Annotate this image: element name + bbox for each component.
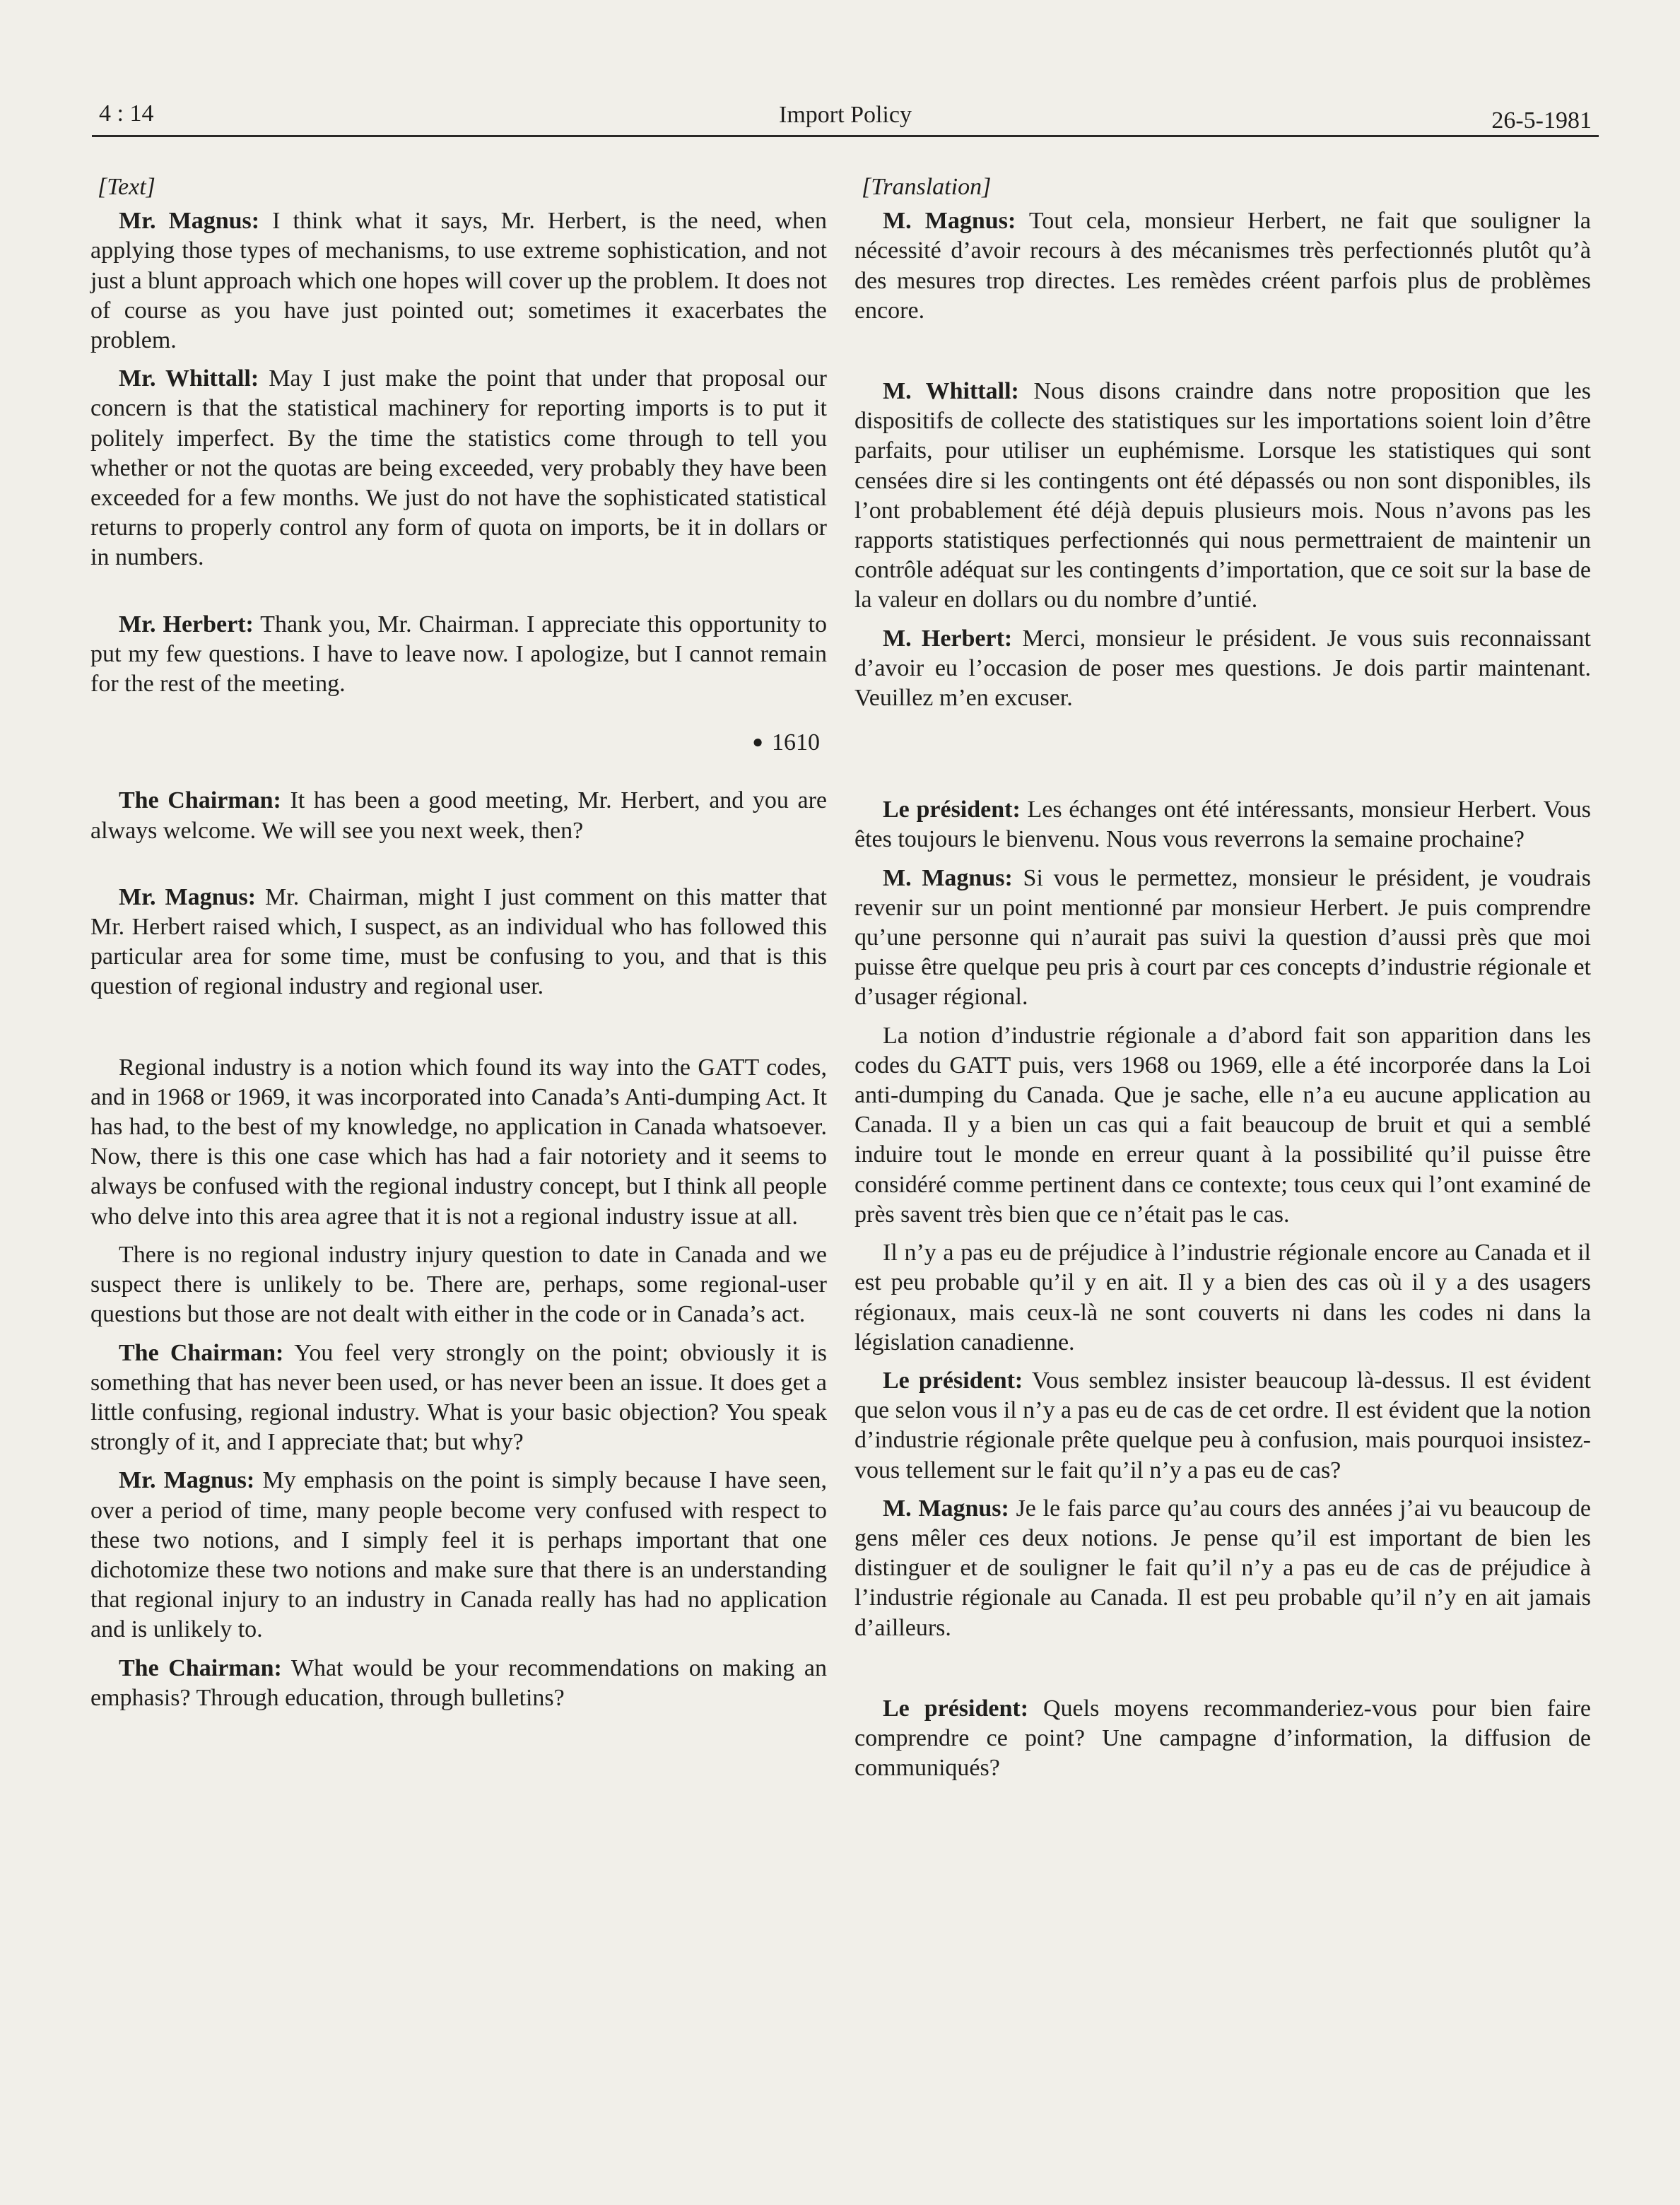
speaker-name: The Chairman: <box>119 787 281 814</box>
speaker-name: The Chairman: <box>119 1654 282 1681</box>
speaker-name: M. Whittall: <box>883 378 1019 405</box>
paragraph-text: Les échanges ont été intéressants, monsieur Herbert. Vous êtes toujours le bienvenu. Nous vous reverrons la semaine prochaine? <box>854 796 1592 853</box>
paragraph <box>854 377 1591 616</box>
speaker-name: M. Magnus: <box>883 208 1016 235</box>
paragraph <box>90 1466 827 1645</box>
section-tag-label: Translation <box>871 174 982 200</box>
paragraph <box>90 1240 827 1330</box>
section-tag-translation: [Translation] <box>862 174 992 200</box>
paragraph-text: Nous disons craindre dans notre proposition que les dispositifs de collecte des statistiques sur les importations soient loin d’être parfaits, pour utiliser un euphémisme. Lorsque les statistiques qui sont censées dire si les contingents ont été dépassés ou non sont disponibles, ils l’ont probablement été déjà depuis plusieurs mois. Nous n’avons pas les rapports statistiques perfectionnés qui nous permettraient de maintenir un contrôle adéquat sur les contingents d’importation, que ce soit sur la base de la valeur en dollars ou du nombre d’untié. <box>854 378 1591 613</box>
paragraph-text: Mr. Chairman, might I just comment on this matter that Mr. Herbert raised which, I suspect, as an individual who has followed this particular area for some time, must be confusing to you, and that is this question of regional industry and regional user. <box>90 883 827 1000</box>
speaker-name: Mr. Magnus: <box>119 883 257 910</box>
bullet-icon: ● <box>752 731 763 753</box>
speaker-name: M. Herbert: <box>883 625 1013 652</box>
paragraph-text: My emphasis on the point is simply because I have seen, over a period of time, many people become very confused with respect to these two notions, and I simply feel it is perhaps important that one dichotomize these two notions and make sure that there is an understanding that regional injury to an industry in Canada really has had no application and is unlikely to. <box>90 1467 827 1643</box>
paragraph <box>854 1021 1591 1230</box>
paragraph <box>90 610 827 700</box>
speaker-name: Mr. Herbert: <box>119 611 254 637</box>
paragraph <box>854 1238 1591 1358</box>
paragraph <box>854 795 1591 854</box>
paragraph-text: Tout cela, monsieur Herbert, ne fait que souligner la nécessité d’avoir recours à des mécanismes très perfectionnés plutôt qu’à des mesures trop directes. Les remèdes créent parfois plus de problèmes encore. <box>854 208 1591 324</box>
speaker-name: Mr. Magnus: <box>119 208 260 235</box>
page-header <box>92 98 1599 139</box>
speaker-name: Le président: <box>883 796 1021 823</box>
paragraph <box>854 1366 1591 1486</box>
paragraph-text: Regional industry is a notion which found its way into the GATT codes, and in 1968 or 1969, it was incorporated into Canada’s Anti-dumping Act. It has had, to the best of my knowledge, no application in Canada whatsoever. Now, there is this one case which has had a fair notoriety and it seems to always be confused with the regional industry concept, but I think all people who delve into this area agree that it is not a regional industry issue at all. <box>90 1054 827 1230</box>
paragraph-text: You feel very strongly on the point; obviously it is something that has never been used, or has never been an issue. It does get a little confusing, regional industry. What is your basic objection? You speak strongly of it, and I appreciate that; but why? <box>90 1339 827 1456</box>
paragraph-text: It has been a good meeting, Mr. Herbert, and you are always welcome. We will see you next week, then? <box>90 787 828 844</box>
paragraph-text: Il n’y a pas eu de préjudice à l’industrie régionale encore au Canada et il est peu probable qu’il y en ait. Il y a bien des cas où il y a des usagers régionaux, mais ceux-là ne sont couverts ni dans les codes ni dans la législation canadienne. <box>854 1240 1591 1356</box>
paragraph <box>854 1494 1591 1643</box>
page-title: Import Policy <box>779 102 912 128</box>
paragraph-text: May I just make the point that under that proposal our concern is that the statistical machinery for reporting imports is to put it politely imperfect. By the time the statistics come through to tell you whether or not the quotas are being exceeded, very probably they have been exceeded for a few months. We just do not have the sophisticated statistical returns to properly control any form of quota on imports, be it in dollars or in numbers. <box>90 365 827 571</box>
paragraph-text: There is no regional industry injury question to date in Canada and we suspect there is unlikely to be. There are, perhaps, some regional-user questions but those are not dealt with either in the code or in Canada’s act. <box>90 1241 827 1328</box>
paragraph-text: Si vous le permettez, monsieur le président, je voudrais revenir sur un point mentionné par monsieur Herbert. Je puis comprendre qu’une personne qui n’aurait pas suivi la question d’aussi près que moi puisse être quelque peu pris à court par ces concepts d’industrie régionale et d’usager régional. <box>854 864 1591 1011</box>
speaker-name: The Chairman: <box>119 1339 284 1366</box>
french-column <box>854 172 1591 1783</box>
section-tag-label: Text <box>107 174 146 200</box>
header-rule <box>92 135 1599 137</box>
speaker-name: Le président: <box>883 1367 1023 1394</box>
paragraph <box>90 883 827 1002</box>
paragraph <box>90 364 827 572</box>
time-marker <box>90 727 820 758</box>
paragraph <box>854 864 1591 1013</box>
paragraph <box>90 1339 827 1458</box>
paragraph-text: Vous semblez insister beaucoup là-dessus. Il est évident que selon vous il n’y a pas eu de cas de cet ordre. Il est évident que la notion d’industrie régionale prête quelque peu à confusion, mais pourquoi insistez-vous tellement sur le fait qu’il n’y a pas eu de cas? <box>854 1367 1591 1483</box>
paragraph <box>90 786 827 845</box>
page-number: 4 : 14 <box>99 100 154 127</box>
speaker-name: M. Magnus: <box>883 864 1013 891</box>
paragraph-text: I think what it says, Mr. Herbert, is the need, when applying those types of mechanisms, to use extreme sophistication, and not just a blunt approach which one hopes will cover up the problem. It does not of course as you have just pointed out; sometimes it exacerbates the problem. <box>90 208 828 354</box>
speaker-name: Mr. Whittall: <box>119 365 259 392</box>
paragraph-text: Quels moyens recommanderiez-vous pour bien faire comprendre ce point? Une campagne d’information, la diffusion de communiqués? <box>854 1695 1592 1782</box>
paragraph <box>854 624 1591 714</box>
speaker-name: Mr. Magnus: <box>119 1467 255 1494</box>
english-column <box>90 172 827 1713</box>
paragraph-text: Je le fais parce qu’au cours des années j’ai vu beaucoup de gens mêler ces deux notions. Je pense qu’il est important de bien les distinguer et de souligner le fait qu’il n’y a pas eu de cas de préjudice à l’industrie régionale au Canada. Il est peu probable qu’il n’y en ait jamais d’ailleurs. <box>854 1495 1591 1641</box>
paragraph <box>854 206 1591 326</box>
page-date: 26-5-1981 <box>1491 107 1592 134</box>
paragraph-text: Merci, monsieur le président. Je vous suis reconnaissant d’avoir eu l’occasion de poser mes questions. Je dois partir maintenant. Veuillez m’en excuser. <box>854 625 1591 712</box>
paragraph-text: La notion d’industrie régionale a d’abord fait son apparition dans les codes du GATT puis, vers 1968 ou 1969, elle a été incorporée dans la Loi anti-dumping du Canada. Que je sache, elle n’a eu aucune application au Canada. Il y a bien un cas qui a fait beaucoup de bruit et qui a semblé induire tout le monde en erreur quant à la possibilité qu’il puisse être considéré comme pertinent dans ce contexte; tous ceux qui l’ont examiné de près savent très bien que ce n’était pas le cas. <box>854 1022 1591 1228</box>
paragraph <box>90 1654 827 1713</box>
paragraph <box>90 1053 827 1232</box>
paragraph-text: Thank you, Mr. Chairman. I appreciate this opportunity to put my few questions. I have to leave now. I apologize, but I cannot remain for the rest of the meeting. <box>90 611 827 698</box>
section-tag-text: [Text] <box>98 174 155 200</box>
paragraph-text: What would be your recommendations on making an emphasis? Through education, through bulletins? <box>90 1654 828 1711</box>
paragraph <box>90 206 827 355</box>
speaker-name: M. Magnus: <box>883 1495 1009 1522</box>
speaker-name: Le président: <box>883 1695 1029 1722</box>
paragraph <box>854 1694 1591 1784</box>
time-marker-value: 1610 <box>772 729 820 756</box>
